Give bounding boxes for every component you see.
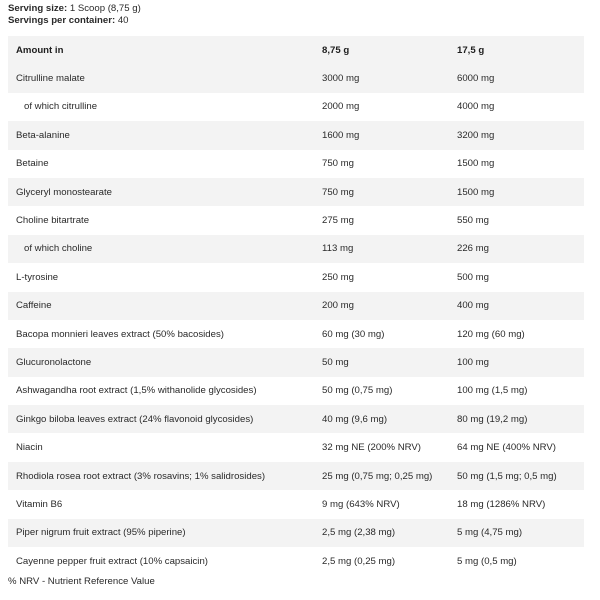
amount-double-serving: 500 mg <box>457 271 489 283</box>
header-serving-single: 8,75 g <box>322 44 350 56</box>
amount-double-serving: 120 mg (60 mg) <box>457 328 525 340</box>
amount-single-serving: 40 mg (9,6 mg) <box>322 413 388 425</box>
table-row <box>8 462 584 490</box>
servings-per-container-value: 40 <box>115 15 129 26</box>
ingredient-name: Bacopa monnieri leaves extract (50% bacosides) <box>16 328 224 340</box>
ingredient-name: Glyceryl monostearate <box>16 186 112 198</box>
amount-double-serving: 80 mg (19,2 mg) <box>457 413 528 425</box>
servings-per-container-label: Servings per container: <box>8 15 116 26</box>
amount-single-serving: 200 mg <box>322 300 354 312</box>
ingredient-name: L-tyrosine <box>16 271 59 283</box>
amount-double-serving: 550 mg <box>457 215 489 227</box>
amount-single-serving: 25 mg (0,75 mg; 0,25 mg) <box>322 470 433 482</box>
ingredient-name: Choline bitartrate <box>16 215 90 227</box>
amount-single-serving: 1600 mg <box>322 129 360 141</box>
table-row <box>8 64 584 92</box>
amount-double-serving: 226 mg <box>457 243 489 255</box>
amount-single-serving: 2,5 mg (0,25 mg) <box>322 555 396 567</box>
amount-single-serving: 750 mg <box>322 158 354 170</box>
ingredient-name: of which citrulline <box>24 101 98 113</box>
table-row <box>8 206 584 234</box>
amount-double-serving: 100 mg <box>457 356 489 368</box>
amount-double-serving: 1500 mg <box>457 186 495 198</box>
amount-single-serving: 750 mg <box>322 186 354 198</box>
table-row <box>8 121 584 149</box>
table-row <box>8 519 584 547</box>
table-row <box>8 490 584 518</box>
serving-size-line <box>8 3 141 15</box>
table-row <box>8 547 584 575</box>
footnote: % NRV - Nutrient Reference Value <box>8 576 155 587</box>
table-row <box>8 178 584 206</box>
amount-single-serving: 2000 mg <box>322 101 360 113</box>
header-amount-in: Amount in <box>16 44 64 56</box>
table-row <box>8 150 584 178</box>
ingredient-name: Betaine <box>16 158 49 170</box>
table-row <box>8 235 584 263</box>
ingredient-name: Ashwagandha root extract (1,5% withanolide glycosides) <box>16 385 257 397</box>
table-row <box>8 292 584 320</box>
amount-single-serving: 50 mg <box>322 356 349 368</box>
serving-size-value: 1 Scoop (8,75 g) <box>67 3 141 14</box>
amount-double-serving: 5 mg (0,5 mg) <box>457 555 517 567</box>
amount-double-serving: 400 mg <box>457 300 489 312</box>
amount-double-serving: 18 mg (1286% NRV) <box>457 498 546 510</box>
table-row <box>8 348 584 376</box>
ingredient-name: Cayenne pepper fruit extract (10% capsaicin) <box>16 555 208 567</box>
amount-double-serving: 64 mg NE (400% NRV) <box>457 442 556 454</box>
table-row <box>8 377 584 405</box>
amount-double-serving: 3200 mg <box>457 129 495 141</box>
servings-per-container-line <box>8 15 141 27</box>
ingredient-name: Piper nigrum fruit extract (95% piperine) <box>16 527 186 539</box>
amount-single-serving: 250 mg <box>322 271 354 283</box>
ingredient-name: Citrulline malate <box>16 73 85 85</box>
ingredient-name: Vitamin B6 <box>16 498 63 510</box>
table-row <box>8 263 584 291</box>
amount-single-serving: 2,5 mg (2,38 mg) <box>322 527 396 539</box>
ingredient-name: Niacin <box>16 442 43 454</box>
amount-double-serving: 1500 mg <box>457 158 495 170</box>
amount-single-serving: 50 mg (0,75 mg) <box>322 385 393 397</box>
table-row <box>8 433 584 461</box>
ingredient-name: Ginkgo biloba leaves extract (24% flavonoid glycosides) <box>16 413 254 425</box>
amount-single-serving: 275 mg <box>322 215 354 227</box>
table-header-row <box>8 36 584 64</box>
ingredient-name: of which choline <box>24 243 93 255</box>
amount-double-serving: 5 mg (4,75 mg) <box>457 527 523 539</box>
amount-double-serving: 100 mg (1,5 mg) <box>457 385 528 397</box>
amount-single-serving: 32 mg NE (200% NRV) <box>322 442 421 454</box>
ingredient-name: Caffeine <box>16 300 52 312</box>
amount-double-serving: 50 mg (1,5 mg; 0,5 mg) <box>457 470 557 482</box>
table-row <box>8 320 584 348</box>
table-row <box>8 93 584 121</box>
serving-info <box>8 3 141 27</box>
table-body <box>8 64 584 575</box>
amount-single-serving: 113 mg <box>322 243 354 255</box>
ingredient-name: Rhodiola rosea root extract (3% rosavins; 1% salidrosides) <box>16 470 266 482</box>
amount-single-serving: 3000 mg <box>322 73 360 85</box>
header-serving-double: 17,5 g <box>457 44 485 56</box>
ingredient-name: Glucuronolactone <box>16 356 92 368</box>
amount-double-serving: 4000 mg <box>457 101 495 113</box>
amount-single-serving: 9 mg (643% NRV) <box>322 498 400 510</box>
ingredient-name: Beta-alanine <box>16 129 70 141</box>
serving-size-label: Serving size: <box>8 3 68 14</box>
table-row <box>8 405 584 433</box>
amount-single-serving: 60 mg (30 mg) <box>322 328 385 340</box>
amount-double-serving: 6000 mg <box>457 73 495 85</box>
supplement-facts-table <box>8 36 584 575</box>
